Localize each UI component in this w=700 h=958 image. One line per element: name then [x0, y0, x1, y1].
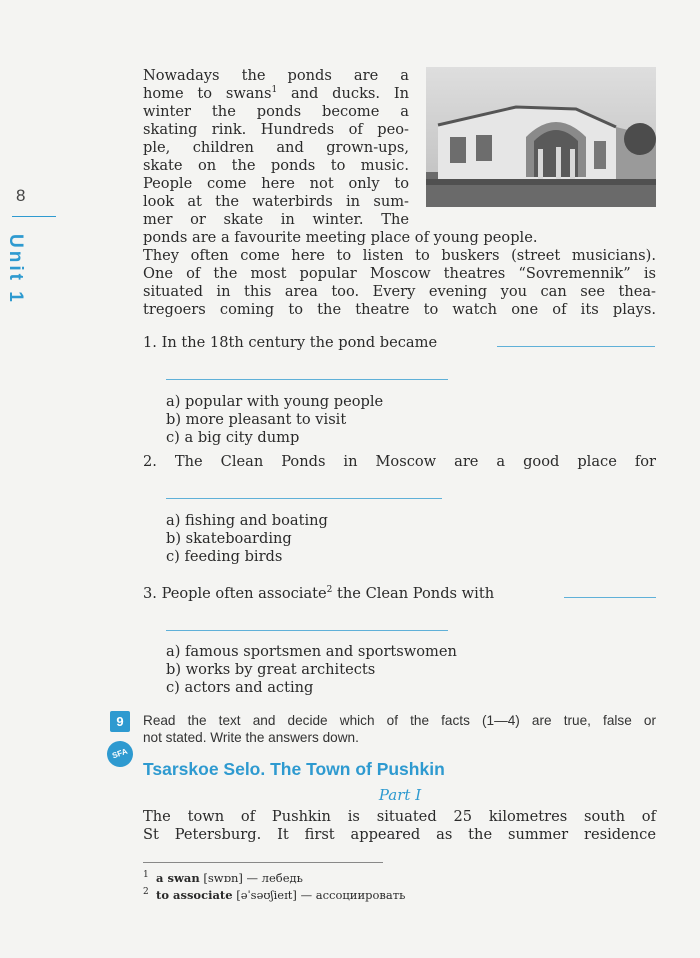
- text-line: tregoers coming to the theatre to watch one of its plays.: [143, 301, 656, 318]
- answer-blank[interactable]: [564, 597, 656, 598]
- question-2-option-a: a) fishing and boating: [166, 512, 328, 529]
- question-1-stem: 1. In the 18th century the pond became: [143, 334, 438, 351]
- instruction-line: not stated. Write the answers down.: [143, 730, 359, 745]
- question-3-option-a: a) famous sportsmen and sportswomen: [166, 643, 457, 660]
- text-line: skate on the ponds to music.: [143, 157, 409, 174]
- text-line: skating rink. Hundreds of peo-: [143, 121, 409, 138]
- question-3-stem: 3. People often associate$^2$ the Clean Ponds with: [143, 585, 495, 602]
- text-line: winter the ponds become a: [143, 103, 409, 120]
- footnote-rule: [143, 862, 383, 863]
- text-line: situated in this area too. Every evening you can see thea-: [143, 283, 656, 300]
- section-text-line: St Petersburg. It first appeared as the summer residence: [143, 826, 656, 843]
- sfa-badge-icon: SFA: [103, 737, 136, 770]
- question-1-option-a: a) popular with young people: [166, 393, 384, 410]
- answer-blank[interactable]: [166, 379, 448, 380]
- page-number: 8: [16, 186, 26, 205]
- exercise-9-instructions: [143, 712, 656, 746]
- text-line: mer or skate in winter. The: [143, 211, 409, 228]
- footnote-1: $^1$ a swan [swɒn] — лебедь: [143, 870, 303, 885]
- question-1-option-c: c) a big city dump: [166, 429, 300, 446]
- text-line: ple, children and grown-ups,: [143, 139, 409, 156]
- instruction-line: Read the text and decide which of the facts (1—4) are true, false or: [143, 713, 656, 728]
- question-2-option-b: b) skateboarding: [166, 530, 292, 547]
- text-line: People come here not only to: [143, 175, 409, 192]
- margin-rule: [12, 216, 56, 217]
- text-line: ponds are a favourite meeting place of young people.: [143, 229, 538, 246]
- exercise-number-badge: 9: [110, 711, 130, 732]
- reading-text: [143, 67, 656, 327]
- question-3-option-b: b) works by great architects: [166, 661, 376, 678]
- part-label: Part I: [378, 786, 422, 804]
- text-line: They often come here to listen to buskers (street musicians).: [143, 247, 656, 264]
- section-text-line: The town of Pushkin is situated 25 kilometres south of: [143, 808, 656, 825]
- answer-blank[interactable]: [166, 630, 448, 631]
- question-3-option-c: c) actors and acting: [166, 679, 314, 696]
- text-line: home to swans$^1$ and ducks. In: [143, 85, 409, 102]
- text-line: One of the most popular Moscow theatres “Sovremennik” is: [143, 265, 656, 282]
- question-2-stem: 2. The Clean Ponds in Moscow are a good place for: [143, 453, 656, 470]
- text-line: Nowadays the ponds are a: [143, 67, 409, 84]
- question-1-option-b: b) more pleasant to visit: [166, 411, 347, 428]
- text-line: look at the waterbirds in sum-: [143, 193, 409, 210]
- answer-blank[interactable]: [166, 498, 442, 499]
- footnote-2: $^2$ to associate [əˈsəʊʃieɪt] — ассоциировать: [143, 887, 406, 902]
- answer-blank[interactable]: [497, 346, 655, 347]
- question-2-option-c: c) feeding birds: [166, 548, 283, 565]
- section-title: Tsarskoe Selo. The Town of Pushkin: [143, 759, 445, 779]
- unit-label: Unit 1: [5, 234, 26, 305]
